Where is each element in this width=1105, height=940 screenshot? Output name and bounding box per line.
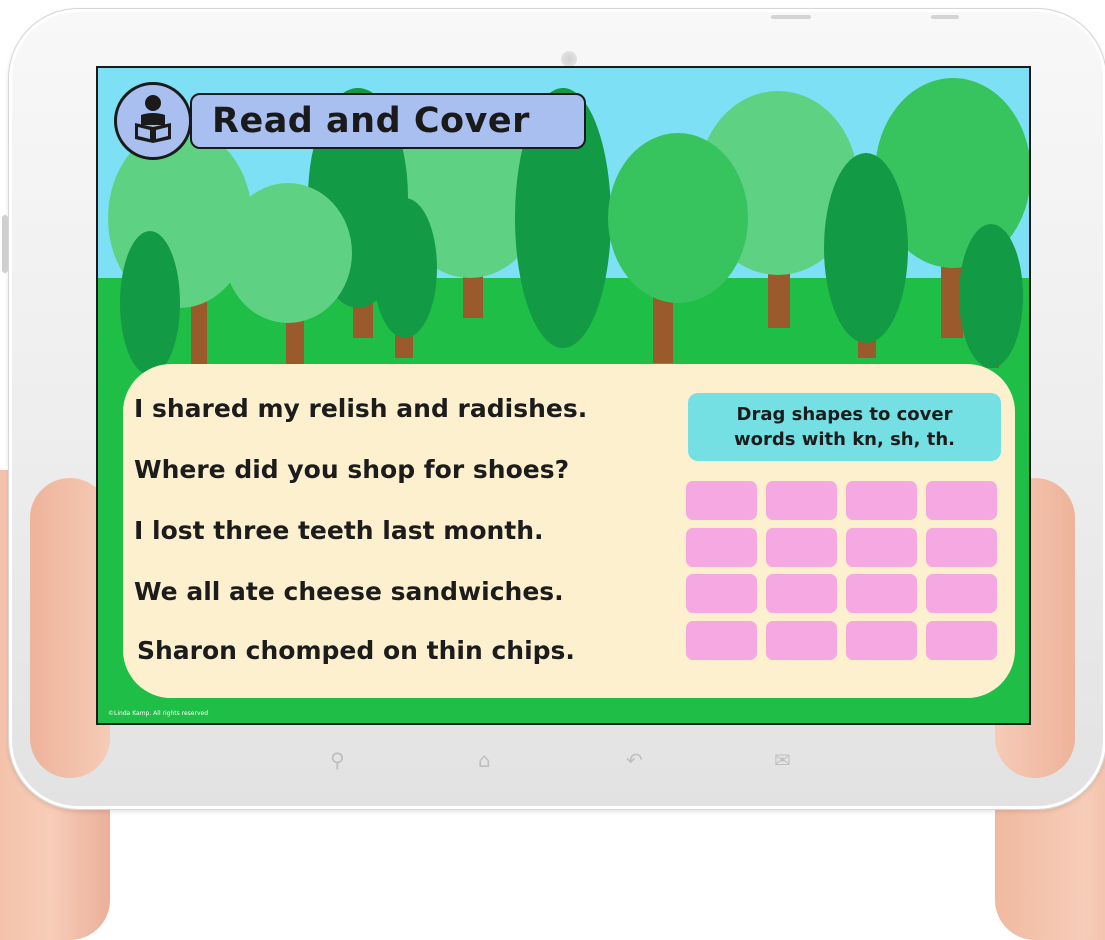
tablet-side-button [2, 215, 8, 273]
tablet-top-button [931, 15, 959, 19]
mail-icon[interactable]: ✉ [774, 748, 791, 772]
draggable-cover-shape[interactable] [766, 528, 837, 567]
draggable-cover-shape[interactable] [686, 574, 757, 613]
tablet-top-button [771, 15, 811, 19]
instruction-line-2: words with kn, sh, th. [733, 429, 955, 450]
draggable-cover-shape[interactable] [926, 574, 997, 613]
copyright-text: ©Linda Kamp. All rights reserved [108, 710, 209, 717]
draggable-cover-shape[interactable] [766, 621, 837, 660]
reading-panel [123, 364, 1015, 698]
slide-screen [96, 66, 1031, 725]
draggable-cover-shape[interactable] [846, 528, 917, 567]
home-icon[interactable]: ⌂ [478, 748, 491, 772]
draggable-cover-shape[interactable] [926, 528, 997, 567]
search-icon[interactable]: ⚲ [330, 748, 345, 772]
sentence-4: We all ate cheese sandwiches. [134, 577, 564, 606]
instruction-box [688, 393, 1001, 461]
draggable-cover-shape[interactable] [766, 574, 837, 613]
draggable-cover-shape[interactable] [926, 621, 997, 660]
instruction-line-1: Drag shapes to cover [736, 404, 953, 425]
draggable-cover-shape[interactable] [686, 528, 757, 567]
draggable-cover-shape[interactable] [926, 481, 997, 520]
draggable-cover-shape[interactable] [846, 621, 917, 660]
sentence-2: Where did you shop for shoes? [134, 455, 570, 484]
activity-title-banner [190, 93, 586, 149]
reading-person-icon [114, 82, 192, 160]
draggable-cover-shape[interactable] [686, 621, 757, 660]
activity-title: Read and Cover [212, 101, 530, 141]
sentence-1: I shared my relish and radishes. [134, 394, 588, 423]
draggable-cover-shape[interactable] [846, 481, 917, 520]
sentence-3: I lost three teeth last month. [134, 516, 544, 545]
draggable-cover-shape[interactable] [846, 574, 917, 613]
back-icon[interactable]: ↶ [626, 748, 643, 772]
sentence-5: Sharon chomped on thin chips. [137, 636, 575, 665]
draggable-cover-shape[interactable] [686, 481, 757, 520]
draggable-cover-shape[interactable] [766, 481, 837, 520]
front-camera [561, 51, 577, 67]
